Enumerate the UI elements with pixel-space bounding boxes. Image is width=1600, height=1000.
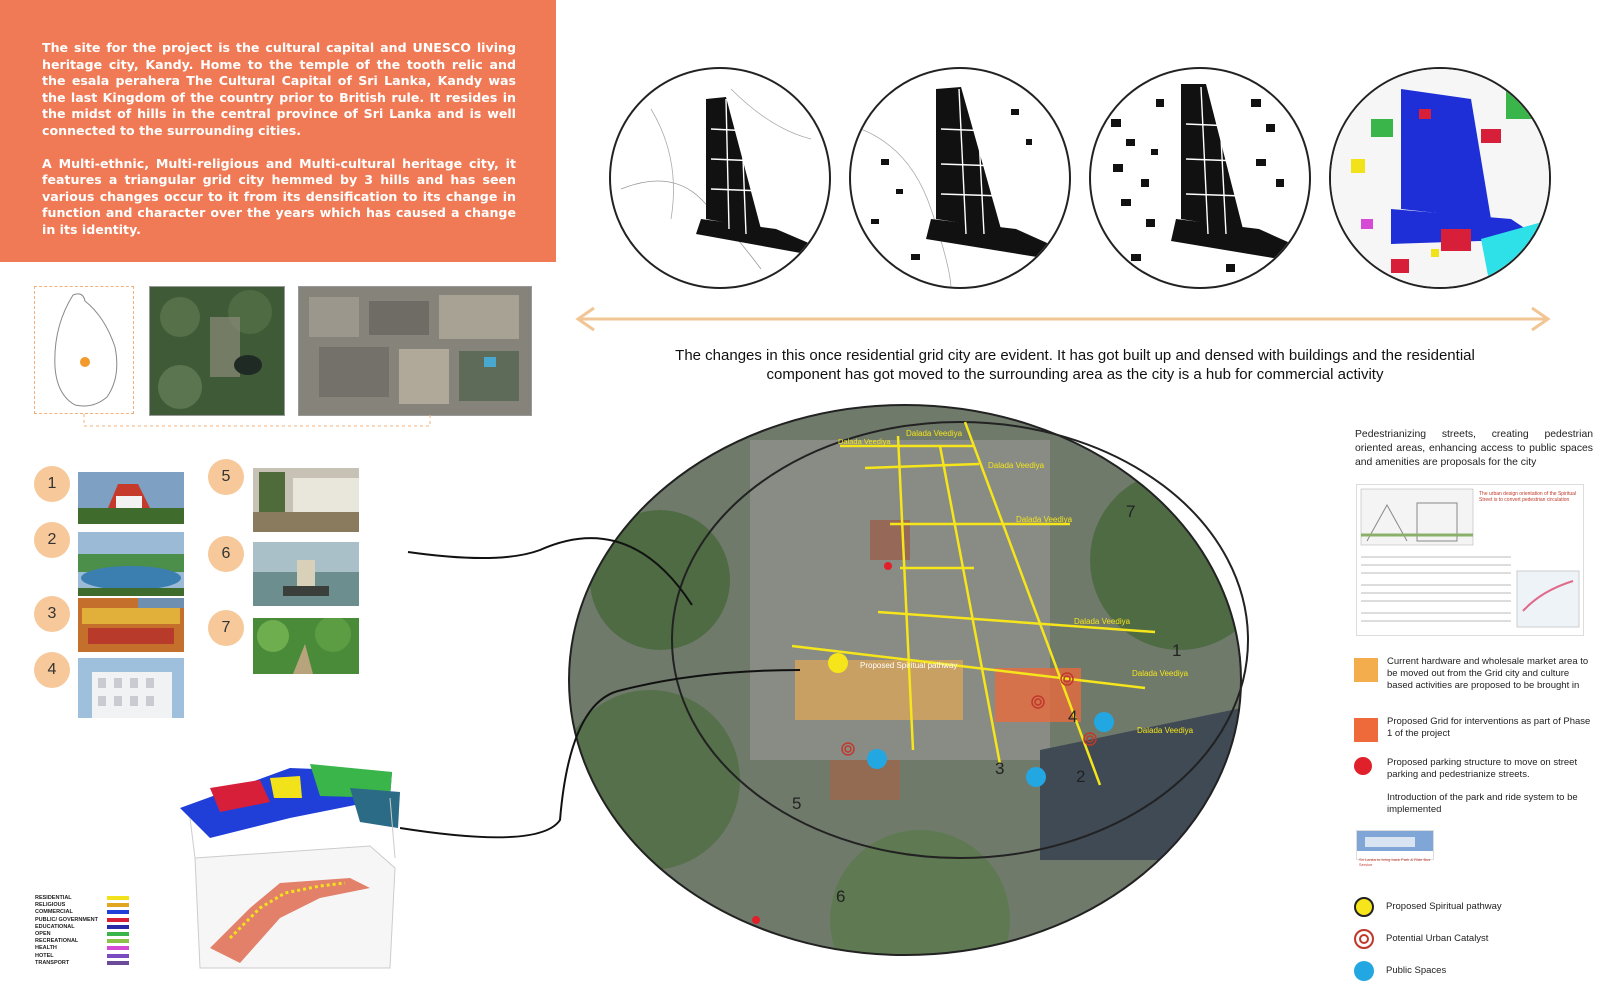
land-use-label-hotel: HOTEL bbox=[35, 952, 54, 959]
parking-marker-1 bbox=[884, 562, 892, 570]
landmark-photo-5 bbox=[253, 468, 359, 532]
land-use-label-educational: EDUCATIONAL bbox=[35, 923, 75, 930]
land-use-swatch-open bbox=[107, 932, 129, 936]
parking-marker-2 bbox=[752, 916, 760, 924]
forest-photo bbox=[253, 618, 359, 674]
land-use-3d-diagram bbox=[170, 758, 410, 976]
public-space-marker-1 bbox=[1094, 712, 1114, 732]
land-use-label-health: HEALTH bbox=[35, 945, 57, 952]
landmark-number-4: 4 bbox=[34, 652, 70, 688]
document-caption: The urban design orientation of the Spiritual Street is to convert pedestrian circulation bbox=[1479, 491, 1577, 503]
street-label-3: Dalada Veediya bbox=[988, 461, 1045, 470]
landmark-photo-3 bbox=[78, 598, 184, 652]
landmark-photo-7 bbox=[253, 618, 359, 674]
public-space-marker-2 bbox=[867, 749, 887, 769]
landmark-photo-2 bbox=[78, 532, 184, 596]
grid-city-aerial-texture bbox=[299, 287, 532, 416]
figure-ground-map-3 bbox=[1089, 67, 1311, 289]
spiritual-pathway-symbol bbox=[1354, 897, 1374, 917]
main-aerial-plan bbox=[400, 400, 1300, 990]
public-space-legend-label: Public Spaces bbox=[1386, 965, 1447, 976]
map-label-2: 2 bbox=[1076, 767, 1086, 786]
street-label-5: Dalada Veediya bbox=[1074, 617, 1131, 626]
lake-photo bbox=[78, 532, 184, 596]
proposal-intro: Pedestrianizing streets, creating pedestrian oriented areas, enhancing access to public spaces and amenities are proposals for the city bbox=[1355, 429, 1593, 468]
map-label-4: 4 bbox=[1068, 707, 1078, 726]
landmark-number-5: 5 bbox=[208, 459, 244, 495]
grid-city-aerial-photo bbox=[298, 286, 532, 416]
street-label-2: Dalada Veediya bbox=[906, 429, 963, 438]
proposal-item-text-2: Proposed Grid for interventions as part of Phase 1 of the project bbox=[1387, 716, 1591, 739]
evolution-caption: The changes in this once residential grid city are evident. It has got built up and densed with buildings and the residential component has got moved to the surrounding area as the city is a hub for commercial activity bbox=[675, 347, 1475, 383]
land-use-swatch-transport bbox=[107, 961, 129, 965]
spiritual-pathway-legend-label: Proposed Spiritual pathway bbox=[1386, 901, 1502, 912]
land-use-label-recreational: RECREATIONAL bbox=[35, 938, 79, 945]
intro-paragraph-1: The site for the project is the cultural capital and UNESCO living heritage city, Kandy. Home to the temple of the tooth relic and the esala perahera The Cultural Capital of Sri Lanka, Kandy was the last Kingdom of the country prior to British rule. It resides in the midst of hills in the central province of Sri Lanka and is well connected to the surrounding cities. bbox=[42, 40, 516, 138]
land-use-label-commercial: COMMERCIAL bbox=[35, 909, 73, 916]
map-label-7: 7 bbox=[1126, 502, 1136, 521]
land-use-label-open: OPEN bbox=[35, 931, 51, 937]
landmark-photo-1 bbox=[78, 472, 184, 524]
map-label-1: 1 bbox=[1172, 641, 1182, 660]
timeline-double-arrow bbox=[572, 304, 1554, 334]
proposal-item-text-3: Proposed parking structure to move on street parking and pedestrianize streets. bbox=[1387, 757, 1578, 780]
landmark-number-6: 6 bbox=[208, 536, 244, 572]
colonial-building-photo bbox=[78, 658, 184, 718]
land-use-label-transport: TRANSPORT bbox=[35, 959, 70, 966]
spiritual-pathway-label: Proposed Spiritual pathway bbox=[860, 661, 958, 670]
proposal-item-text-1: Current hardware and wholesale market area to be moved out from the Grid city and culture based activities are proposed to be brought in bbox=[1387, 656, 1589, 691]
landmark-number-7: 7 bbox=[208, 610, 244, 646]
figure-ground-map-2 bbox=[849, 67, 1071, 289]
news-caption: Sri Lanka to bring back Park & Ride Bus Service bbox=[1359, 857, 1431, 867]
land-use-swatch-educational bbox=[107, 925, 129, 929]
proposal-item-text-4: Introduction of the park and ride system to be implemented bbox=[1387, 792, 1578, 815]
figure-ground-map-1 bbox=[609, 67, 831, 289]
land-use-label-religious: RELIGIOUS bbox=[35, 902, 66, 909]
proposal-swatch-3 bbox=[1354, 757, 1372, 775]
urban-catalyst-legend-label: Potential Urban Catalyst bbox=[1386, 933, 1489, 944]
public-space-marker-3 bbox=[1026, 767, 1046, 787]
park-and-ride-news bbox=[1356, 830, 1434, 867]
land-use-swatch-hotel bbox=[107, 954, 129, 958]
painted-building-photo bbox=[78, 598, 184, 652]
figure-ground-drawing-1 bbox=[611, 69, 831, 289]
land-use-drawing bbox=[1331, 69, 1551, 289]
kandy-aerial-texture bbox=[150, 287, 285, 416]
street-label-7: Dalada Veediya bbox=[1137, 726, 1194, 735]
map-label-3: 3 bbox=[995, 759, 1005, 778]
urban-design-document bbox=[1356, 484, 1584, 636]
landmark-number-2: 2 bbox=[34, 522, 70, 558]
temple-photo bbox=[78, 472, 184, 524]
intro-paragraph-2: A Multi-ethnic, Multi-religious and Multi-cultural heritage city, it features a triangular grid city hemmed by 3 hills and has seen various changes occur to it from its densification to its change in function and character over the years which has caused a change in its identity. bbox=[42, 155, 516, 237]
land-use-swatch-religious bbox=[107, 903, 129, 907]
street-label-6: Dalada Veediya bbox=[1132, 669, 1189, 678]
public-space-symbol bbox=[1354, 961, 1374, 981]
urban-catalyst-symbol bbox=[1354, 929, 1374, 949]
sri-lanka-outline bbox=[35, 287, 134, 414]
news-banner bbox=[1357, 831, 1433, 851]
thumbnail-connector bbox=[80, 414, 440, 430]
landmark-photo-4 bbox=[78, 658, 184, 718]
document-text-lines bbox=[1361, 551, 1581, 633]
monument-photo bbox=[253, 542, 359, 606]
proposal-swatch-1 bbox=[1354, 658, 1378, 682]
land-use-swatch-public-government bbox=[107, 918, 129, 922]
land-use-swatch-commercial bbox=[107, 910, 129, 914]
land-use-label-public-government: PUBLIC/ GOVERNMENT bbox=[35, 916, 98, 923]
spiritual-pathway-marker bbox=[828, 653, 848, 673]
street-label-4: Dalada Veediya bbox=[1016, 515, 1073, 524]
land-use-swatch-residential bbox=[107, 896, 129, 900]
figure-ground-drawing-3 bbox=[1091, 69, 1311, 289]
map-label-6: 6 bbox=[836, 887, 846, 906]
land-use-label-residential: RESIDENTIAL bbox=[35, 895, 72, 901]
sri-lanka-locator-map bbox=[34, 286, 134, 414]
landmark-number-1: 1 bbox=[34, 466, 70, 502]
map-label-5: 5 bbox=[792, 794, 802, 813]
landmark-photo-6 bbox=[253, 542, 359, 606]
kandy-aerial-photo bbox=[149, 286, 285, 416]
land-use-map-current bbox=[1329, 67, 1551, 289]
market-photo bbox=[253, 468, 359, 532]
street-label-1: Dalada Veediya bbox=[838, 437, 891, 446]
intro-panel bbox=[0, 0, 556, 262]
land-use-swatch-health bbox=[107, 946, 129, 950]
proposal-swatch-2 bbox=[1354, 718, 1378, 742]
land-use-swatch-recreational bbox=[107, 939, 129, 943]
landmark-number-3: 3 bbox=[34, 596, 70, 632]
figure-ground-drawing-2 bbox=[851, 69, 1071, 289]
